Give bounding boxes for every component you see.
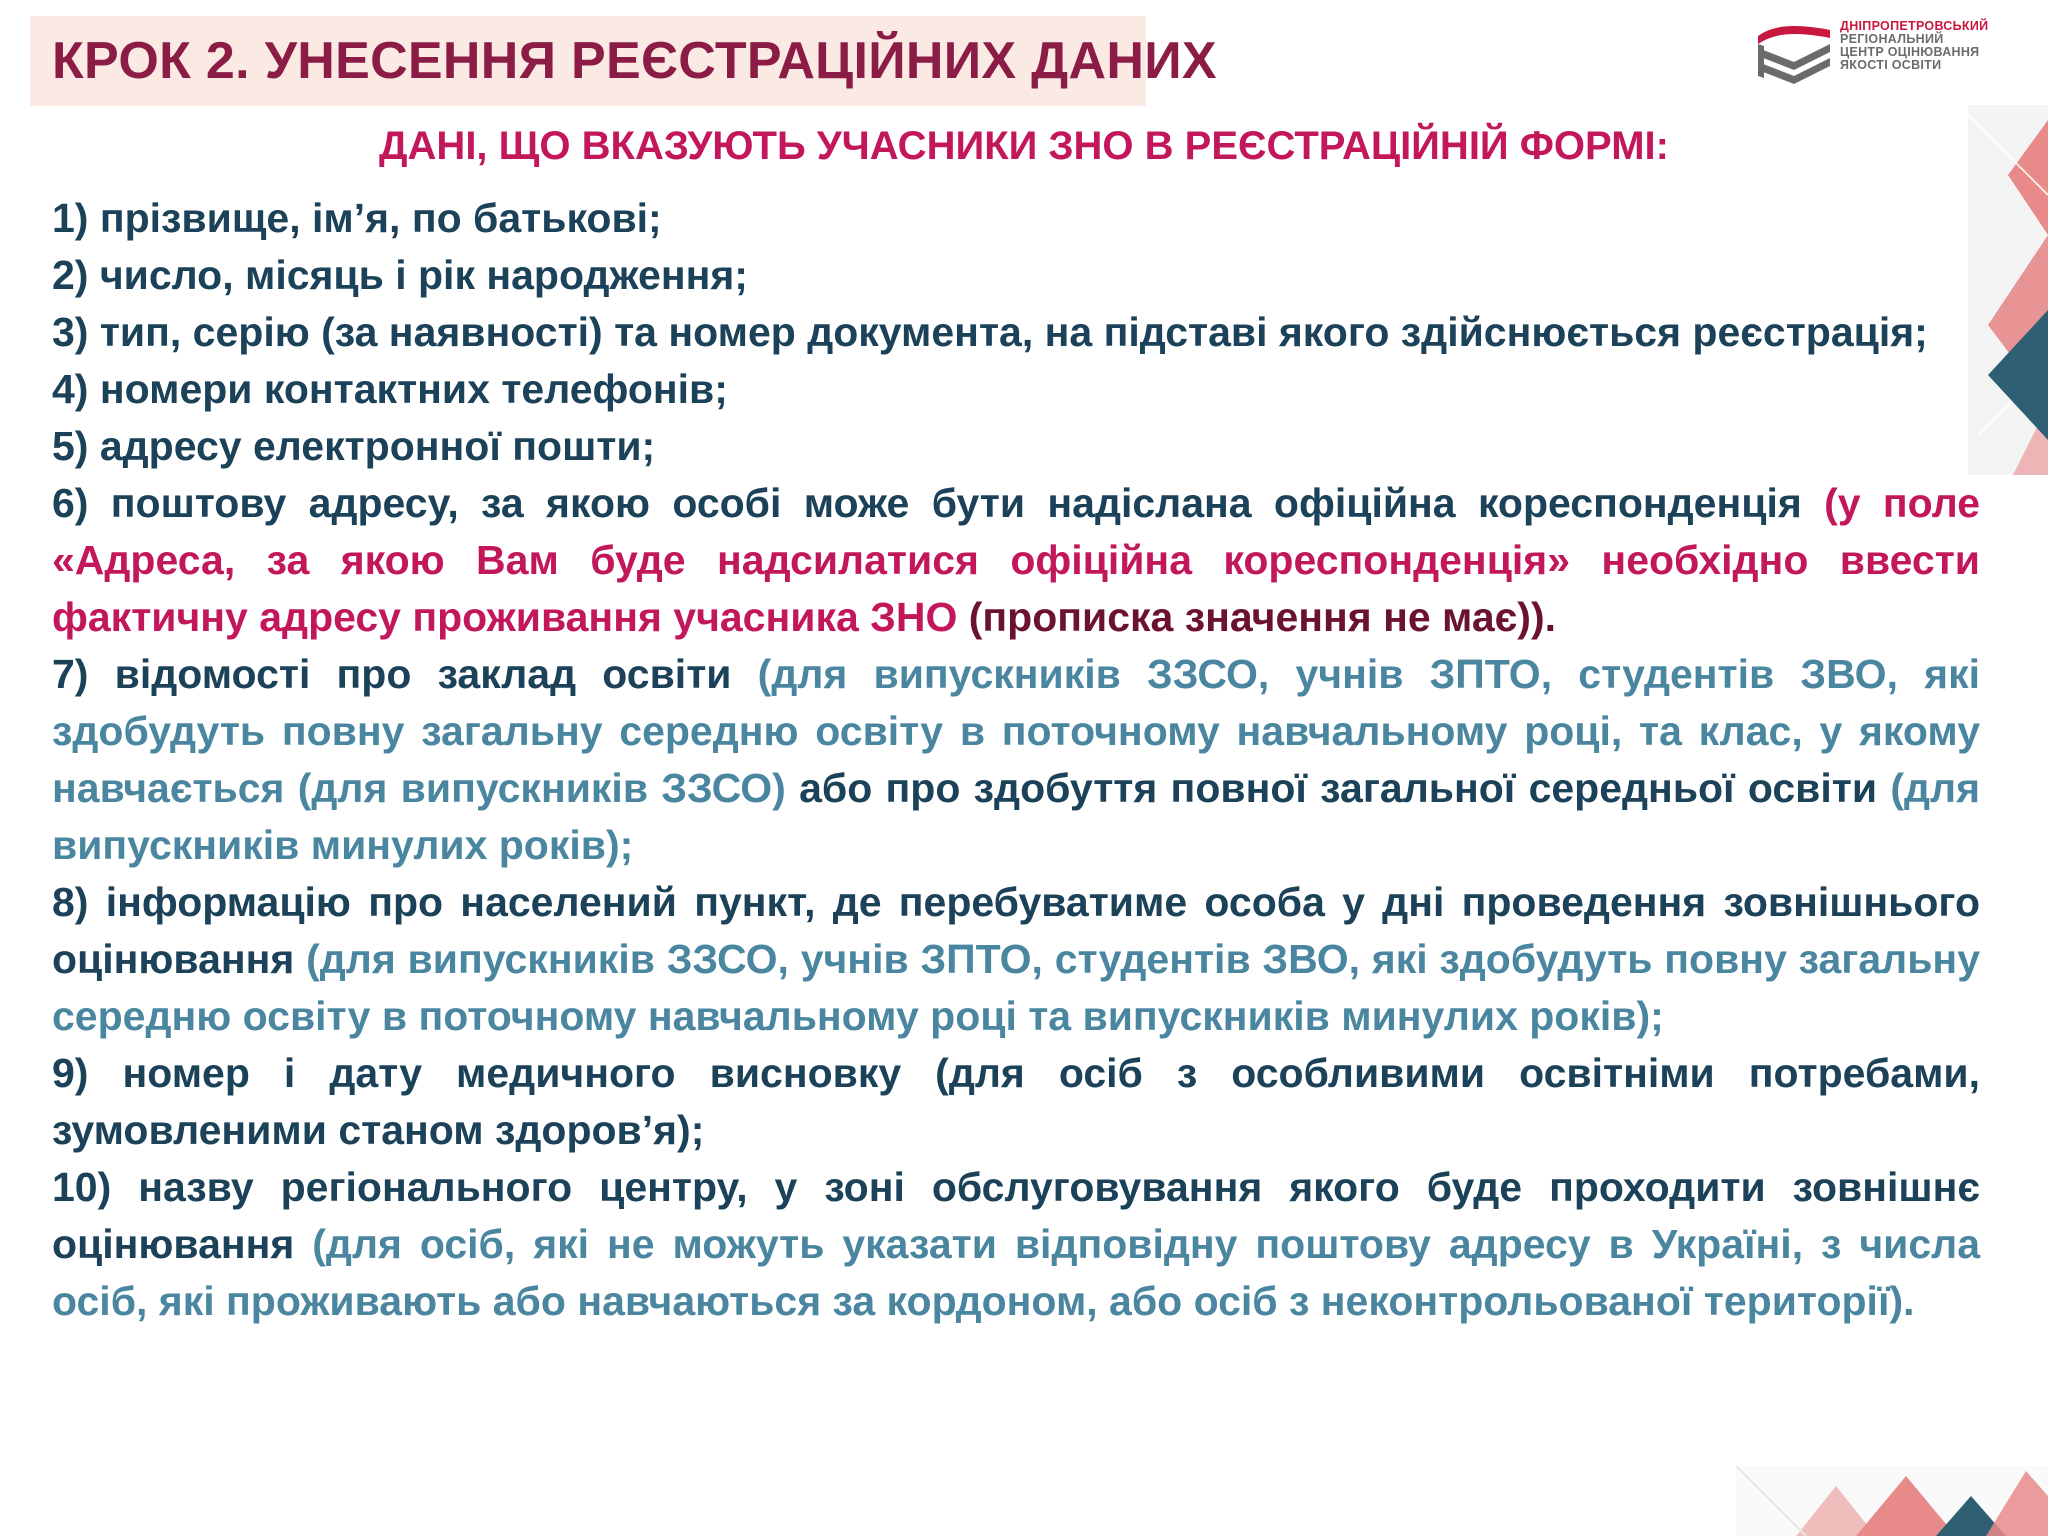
logo-text — [1840, 20, 2020, 72]
list-item-8-note: (для випускників ЗЗСО, учнів ЗПТО, студентів ЗВО, які здобудуть повну загальну середню освіту в поточному навчальному році та випускників минулих років); — [52, 936, 1980, 1039]
list-item-6-main: 6) поштову адресу, за якою особі може бути надіслана офіційна кореспонденція — [52, 480, 1825, 526]
logo — [1754, 18, 2016, 90]
list-item-1: 1) прізвище, ім’я, по батькові; — [52, 195, 662, 241]
registration-data-list — [52, 190, 1980, 1330]
logo-line-3: ЦЕНТР ОЦІНЮВАННЯ — [1840, 45, 1980, 59]
list-item-6 — [52, 475, 1980, 646]
list-item-10-note: (для осіб, які не можуть указати відповідну поштову адресу в Україні, з числа осіб, які проживають або навчаються за кордоном, або осіб з неконтрольованої території). — [52, 1221, 1980, 1324]
page-title: КРОК 2. УНЕСЕННЯ РЕЄСТРАЦІЙНИХ ДАНИХ — [52, 32, 1217, 90]
logo-line-1: ДНІПРОПЕТРОВСЬКИЙ — [1840, 19, 1989, 33]
list-item-6-note: (у поле «Адреса, за якою Вам буде надсилатися офіційна кореспонденція» необхідно ввести фактичну адресу проживання учасника ЗНО — [52, 480, 1980, 640]
list-item-5: 5) адресу електронної пошти; — [52, 423, 656, 469]
list-item-7-main: 7) відомості про заклад освіти — [52, 651, 758, 697]
list-item-10-main: 10) назву регіонального центру, у зоні обслуговування якого буде проходити зовнішнє оцінювання — [52, 1164, 1980, 1267]
subtitle: ДАНІ, ЩО ВКАЗУЮТЬ УЧАСНИКИ ЗНО В РЕЄСТРАЦІЙНІЙ ФОРМІ: — [379, 124, 1669, 168]
decor-diamond-teal-right — [1978, 310, 2048, 440]
logo-line-4: ЯКОСТІ ОСВІТИ — [1840, 58, 1942, 72]
list-item-7-note: (для випускників ЗЗСО, учнів ЗПТО, студентів ЗВО, які здобудуть повну загальну середню освіту в поточному навчальному році, та клас, у якому навчається (для випускників ЗЗСО) — [52, 651, 1980, 811]
list-item-10 — [52, 1159, 1980, 1330]
list-item-2: 2) число, місяць і рік народження; — [52, 252, 748, 298]
list-item-4: 4) номери контактних телефонів; — [52, 366, 728, 412]
list-item-8 — [52, 874, 1980, 1045]
list-item-3: 3) тип, серію (за наявності) та номер документа, на підставі якого здійснюється реєстрація; — [52, 309, 1928, 355]
list-item-9: 9) номер і дату медичного висновку (для осіб з особливими освітніми потребами, зумовленими станом здоров’я); — [52, 1050, 1980, 1153]
list-item-8-main: 8) інформацію про населений пункт, де перебуватиме особа у дні проведення зовнішнього оцінювання — [52, 879, 1980, 982]
decor-diamonds-bottom-right — [1736, 1466, 2048, 1536]
list-item-7-main-2: або про здобуття повної загальної середньої освіти — [799, 765, 1891, 811]
title-bar — [30, 16, 1217, 106]
list-item-6-note-2: (прописка значення не має)). — [968, 594, 1556, 640]
list-item-7 — [52, 646, 1980, 874]
logo-line-2: РЕГІОНАЛЬНИЙ — [1840, 32, 1944, 46]
list-item-7-note-2: (для випускників минулих років); — [52, 765, 1980, 868]
logo-book-icon — [1754, 18, 1834, 90]
